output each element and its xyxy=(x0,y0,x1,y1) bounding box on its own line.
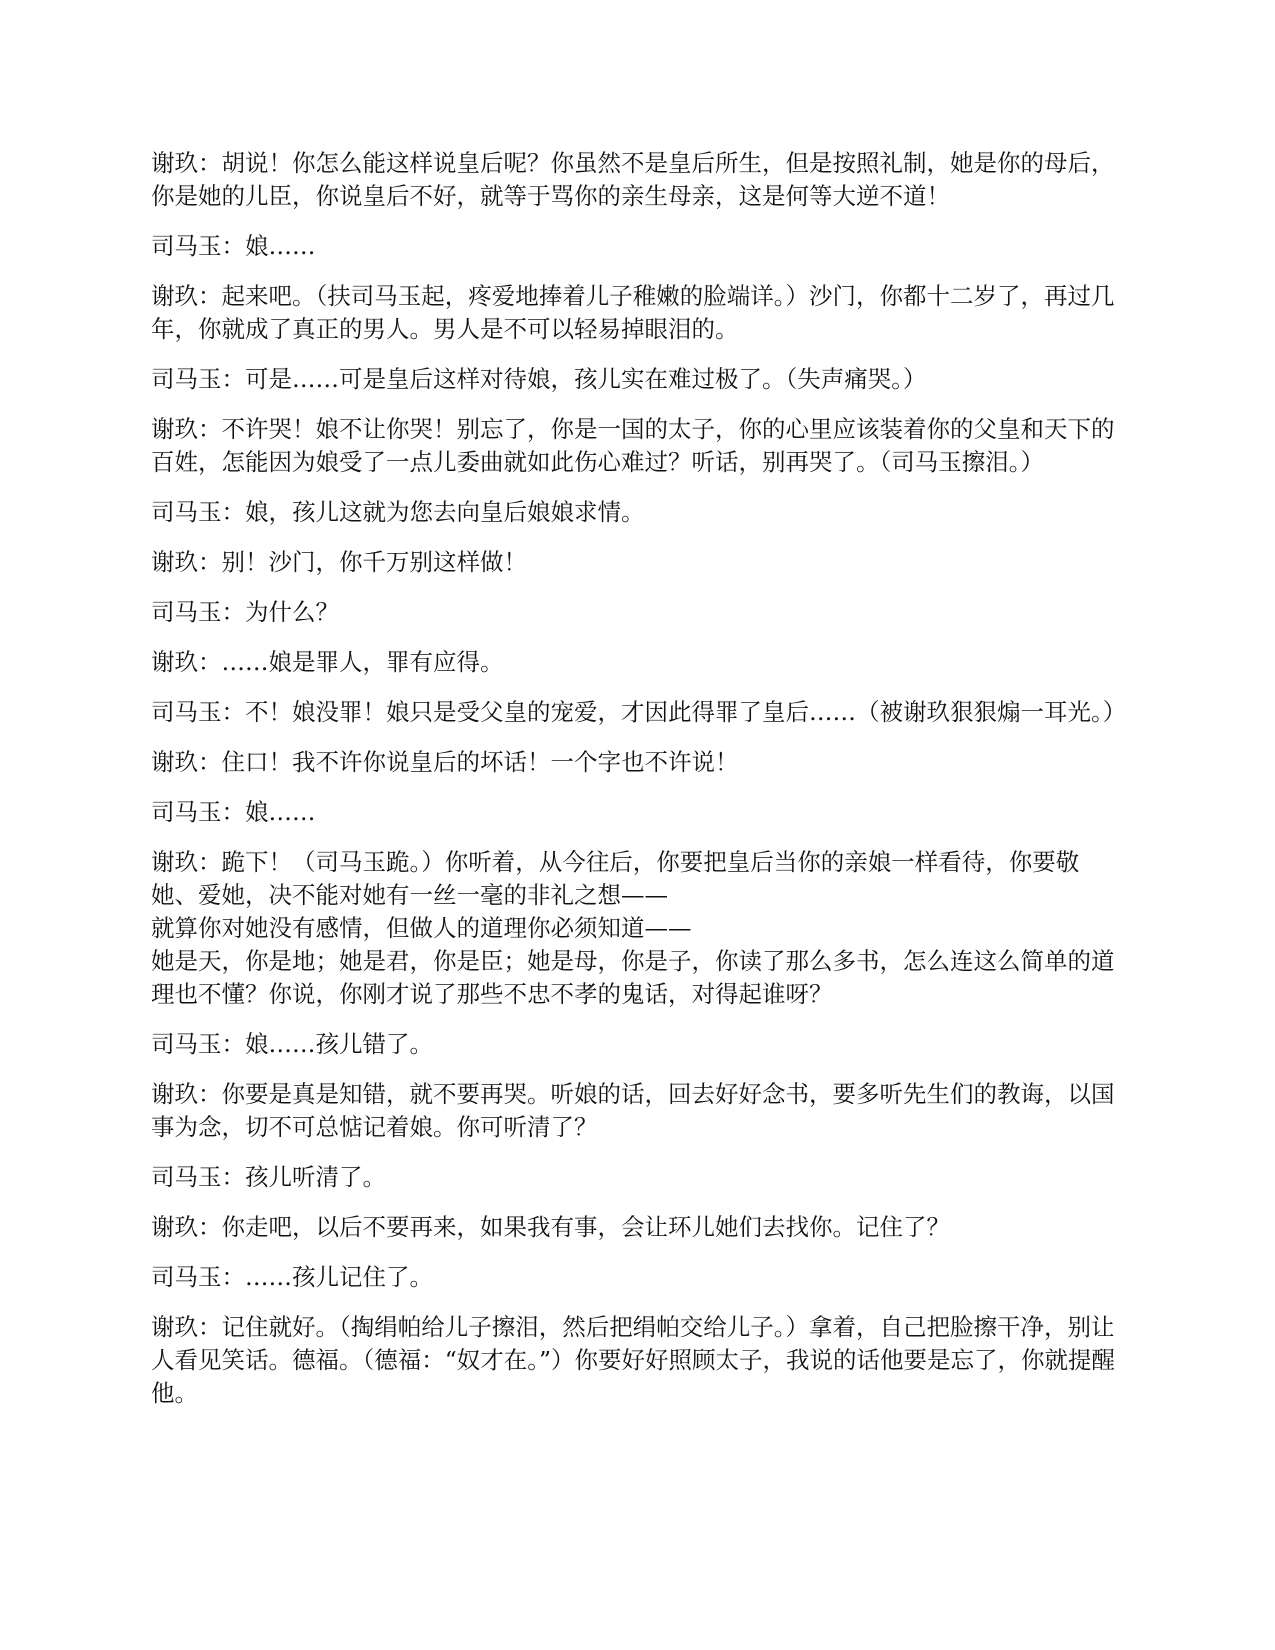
dialogue-paragraph: 司马玉：娘……孩儿错了。 xyxy=(151,1030,433,1058)
dialogue-paragraph: 司马玉：可是……可是皇后这样对待娘，孩儿实在难过极了。（失声痛哭。） xyxy=(151,365,927,393)
dialogue-paragraph: 司马玉：不！娘没罪！娘只是受父皇的宠爱，才因此得罪了皇后……（被谢玖狠狠煽一耳光。） xyxy=(151,698,1127,726)
dialogue-paragraph: 谢玖：跪下！（司马玉跪。）你听着，从今往后，你要把皇后当你的亲娘一样看待，你要敬她、爱她，决不能对她有一丝一毫的非礼之想—— 就算你对她没有感情，但做人的道理你必须知道—— 她是天，你是地；她是君，你是臣；她是母，你是子，你读了那么多书，怎么连这么简单的道理也不懂？你说，你刚才说了那些不忠不孝的鬼话，对得起谁呀？ xyxy=(151,848,1115,1008)
dialogue-paragraph: 谢玖：你走吧，以后不要再来，如果我有事，会让环儿她们去找你。记住了？ xyxy=(151,1213,950,1241)
dialogue-paragraph: 谢玖：别！沙门，你千万别这样做！ xyxy=(151,548,527,576)
dialogue-paragraph: 谢玖：……娘是罪人，罪有应得。 xyxy=(151,648,504,676)
dialogue-paragraph: 谢玖：起来吧。（扶司马玉起，疼爱地捧着儿子稚嫩的脸端详。）沙门，你都十二岁了，再过几年，你就成了真正的男人。男人是不可以轻易掉眼泪的。 xyxy=(151,282,1115,343)
dialogue-paragraph: 谢玖：你要是真是知错，就不要再哭。听娘的话，回去好好念书，要多听先生们的教诲，以国事为念，切不可总惦记着娘。你可听清了？ xyxy=(151,1080,1115,1141)
dialogue-paragraph: 谢玖：住口！我不许你说皇后的坏话！一个字也不许说！ xyxy=(151,748,739,776)
dialogue-paragraph: 司马玉：……孩儿记住了。 xyxy=(151,1263,433,1291)
dialogue-paragraph: 司马玉：娘…… xyxy=(151,798,316,826)
dialogue-paragraph: 谢玖：不许哭！娘不让你哭！别忘了，你是一国的太子，你的心里应该装着你的父皇和天下的百姓，怎能因为娘受了一点儿委曲就如此伤心难过？听话，别再哭了。（司马玉擦泪。） xyxy=(151,415,1115,476)
dialogue-paragraph: 谢玖：记住就好。（掏绢帕给儿子擦泪，然后把绢帕交给儿子。）拿着，自己把脸擦干净，别让人看见笑话。德福。（德福：“奴才在。”）你要好好照顾太子，我说的话他要是忘了，你就提醒他。 xyxy=(151,1313,1116,1407)
dialogue-paragraph: 司马玉：孩儿听清了。 xyxy=(151,1163,386,1191)
dialogue-paragraph: 司马玉：娘，孩儿这就为您去向皇后娘娘求情。 xyxy=(151,498,645,526)
dialogue-paragraph: 谢玖：胡说！你怎么能这样说皇后呢？你虽然不是皇后所生，但是按照礼制，她是你的母后，你是她的儿臣，你说皇后不好，就等于骂你的亲生母亲，这是何等大逆不道！ xyxy=(151,149,1115,210)
script-text-body xyxy=(151,147,1126,1427)
dialogue-paragraph: 司马玉：娘…… xyxy=(151,232,316,260)
dialogue-paragraph: 司马玉：为什么？ xyxy=(151,598,339,626)
